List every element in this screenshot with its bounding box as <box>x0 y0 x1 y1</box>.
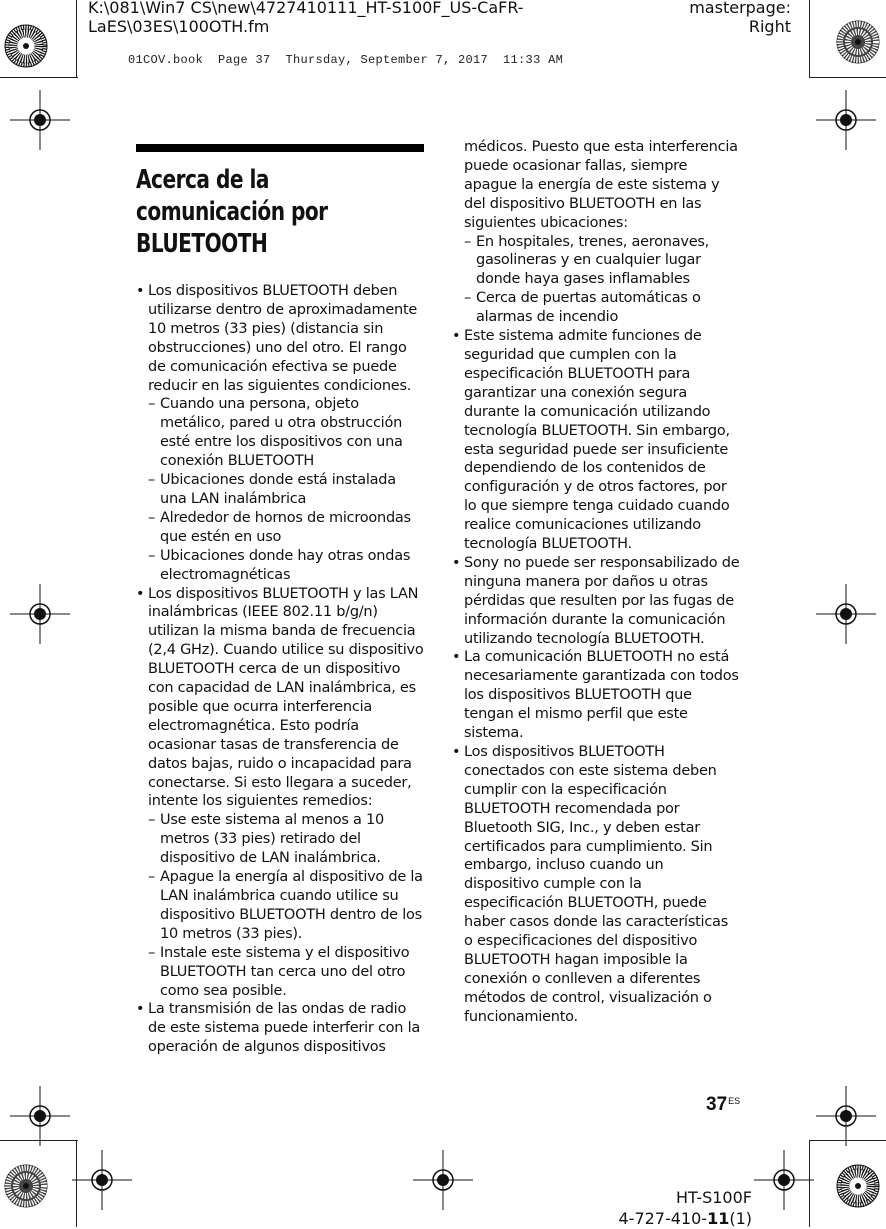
item-text: Los dispositivos BLUETOOTH conectados con este sistema deben cumplir con la especificación BLUETOOTH recomendada por Bluetooth SIG, Inc., y deben estar certificados para cumplimiento. Sin embargo, incluso cuando un dispositivo cumple con la especificación BLUETOOTH, puede haber casos donde las características o especificaciones del dispositivo BLUETOOTH hagan imposible la conexión o conlleven a diferentes métodos de control, visualización o funcionamiento. <box>464 744 728 1025</box>
dash-item <box>136 811 424 868</box>
page-number: $37^{ES}$ <box>706 1094 741 1115</box>
dash-marker: – <box>148 509 155 526</box>
left-column <box>136 138 424 1057</box>
registration-mark-icon <box>816 90 876 150</box>
dash-item <box>452 289 740 327</box>
page-suffix: ES <box>728 1096 741 1106</box>
radial-target-icon <box>4 1164 48 1208</box>
dash-marker: – <box>148 944 155 961</box>
item-text: Este sistema admite funciones de seguridad que cumplen con la especificación BLUETOOTH para garantizar una conexión segura durante la comunicación utilizando tecnología BLUETOOTH. Sin embargo, esta seguridad puede ser insuficiente dependiendo de los contenidos de configuración y de otros factores, por lo que siempre tenga cuidado cuando realice comunicaciones utilizando tecnología BLUETOOTH. <box>464 328 730 553</box>
bullet-item <box>452 327 740 554</box>
bullet-item <box>136 282 424 395</box>
dash-item <box>136 509 424 547</box>
bullet-item <box>136 585 424 812</box>
section-rule <box>136 144 424 152</box>
bullet-marker: • <box>452 328 461 345</box>
item-text: Instale este sistema y el dispositivo BLUETOOTH tan cerca uno del otro como sea posible. <box>160 944 410 999</box>
item-text: Los dispositivos BLUETOOTH y las LAN inalámbricas (IEEE 802.11 b/g/n) utilizan la misma banda de frecuencia (2,4 GHz). Cuando utilice su dispositivo BLUETOOTH cerca de un dispositivo con capacidad de LAN inalámbrica, es posible que ocurra interferencia electromagnética. Esto podría ocasionar tasas de transferencia de datos bajas, ruido o incapacidad para conectarse. Si esto llegara a suceder, intente los siguientes remedios: <box>148 585 424 810</box>
dash-marker: – <box>148 869 155 886</box>
bullet-marker: • <box>136 1001 145 1018</box>
item-text: Ubicaciones donde está instalada una LAN inalámbrica <box>160 472 396 507</box>
right-text-list <box>452 138 740 1027</box>
bullet-marker: • <box>136 585 145 602</box>
part-number: 4-727-410-11(1) <box>618 1209 752 1228</box>
dash-item <box>136 944 424 1001</box>
file-path <box>88 0 524 36</box>
masterpage-value: Right <box>748 17 791 36</box>
bullet-item <box>452 743 740 1027</box>
dash-item <box>136 868 424 944</box>
dash-marker: – <box>464 290 471 307</box>
item-text: Cerca de puertas automáticas o alarmas de incendio <box>476 290 701 326</box>
registration-mark-icon <box>816 1086 876 1146</box>
model-name: HT-S100F <box>675 1188 752 1207</box>
crop-mark <box>0 77 78 78</box>
bullet-marker: • <box>452 554 461 571</box>
registration-mark-icon <box>754 1150 814 1210</box>
item-text: Cuando una persona, objeto metálico, pared u otra obstrucción esté entre los dispositivos con una conexión BLUETOOTH <box>160 396 403 470</box>
item-text: Sony no puede ser responsabilizado de ninguna manera por daños u otras pérdidas que resulten por las fugas de información durante la comunicación utilizando tecnología BLUETOOTH. <box>464 554 740 647</box>
book-stamp: 01COV.book Page 37 Thursday, September 7, 2017 11:33 AM <box>128 53 564 67</box>
registration-mark-icon <box>413 1150 473 1210</box>
crop-mark <box>809 77 886 78</box>
continued-text <box>452 138 740 233</box>
registration-mark-icon <box>10 584 70 644</box>
bullet-marker: • <box>452 649 461 666</box>
item-text: médicos. Puesto que esta interferencia puede ocasionar fallas, siempre apague la energía de este sistema y del dispositivo BLUETOOTH en las siguientes ubicaciones: <box>464 139 738 231</box>
file-path-line1: K:\081\Win7 CS\new\4727410111_HT-S100F_US-CaFR- <box>88 0 524 17</box>
model-info <box>618 1187 752 1229</box>
item-text: La transmisión de las ondas de radio de este sistema puede interferir con la operación de algunos dispositivos <box>148 1001 421 1056</box>
dash-item <box>136 547 424 585</box>
item-text: La comunicación BLUETOOTH no está necesariamente garantizada con todos los dispositivos BLUETOOTH que tengan el mismo perfil que este sistema. <box>464 649 739 742</box>
right-column <box>452 138 740 1027</box>
radial-target-icon <box>836 1164 880 1208</box>
item-text: Ubicaciones donde hay otras ondas electromagnéticas <box>160 547 411 583</box>
item-text: En hospitales, trenes, aeronaves, gasolineras y en cualquier lugar donde haya gases inflamables <box>476 233 710 288</box>
item-text: Use este sistema al menos a 10 metros (33 pies) retirado del dispositivo de LAN inalámbrica. <box>160 812 384 867</box>
dash-marker: – <box>148 472 155 489</box>
section-title: Acerca de la comunicación por BLUETOOTH <box>136 165 328 259</box>
crop-mark <box>809 0 810 78</box>
bullet-item <box>452 554 740 649</box>
left-text-list <box>136 282 424 1057</box>
dash-item <box>452 233 740 290</box>
registration-mark-icon <box>10 1086 70 1146</box>
bullet-item <box>136 1000 424 1057</box>
dash-item <box>136 395 424 471</box>
item-text: Apague la energía al dispositivo de la LAN inalámbrica cuando utilice su dispositivo BLUETOOTH dentro de los 10 metros (33 pies). <box>160 869 423 942</box>
registration-mark-icon <box>10 90 70 150</box>
dash-marker: – <box>148 396 155 413</box>
masterpage-label: masterpage: <box>689 0 791 17</box>
bullet-item <box>452 648 740 743</box>
item-text: Alrededor de hornos de microondas que estén en uso <box>160 509 411 545</box>
bullet-marker: • <box>452 744 461 760</box>
masterpage-info <box>689 0 791 36</box>
item-text: Los dispositivos BLUETOOTH deben utilizarse dentro de aproximadamente 10 metros (33 pies) (distancia sin obstrucciones) uno del otro. El rango de comunicación efectiva se puede reducir en las siguientes condiciones. <box>148 283 418 394</box>
dash-marker: – <box>464 233 471 250</box>
dash-marker: – <box>148 812 155 829</box>
bullet-marker: • <box>136 283 145 299</box>
registration-mark-icon <box>72 1150 132 1210</box>
crop-mark <box>76 0 77 78</box>
registration-mark-icon <box>816 584 876 644</box>
radial-target-icon <box>836 20 880 64</box>
dash-item <box>136 471 424 509</box>
file-path-line2: LaES\03ES\100OTH.fm <box>88 17 270 36</box>
radial-target-icon <box>4 24 48 68</box>
dash-marker: – <box>148 547 155 564</box>
